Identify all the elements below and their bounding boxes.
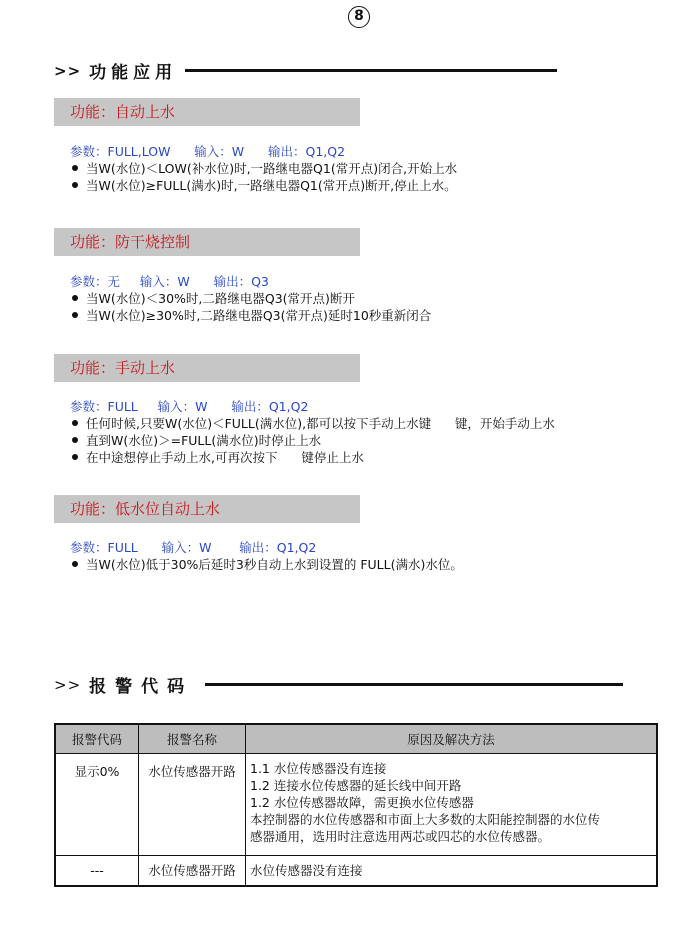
bullet-icon	[72, 561, 78, 567]
section-rule	[185, 69, 557, 72]
list-item	[70, 415, 555, 432]
function-title-bar: 功能：自动上水	[54, 98, 360, 126]
list-item	[70, 307, 431, 324]
function-bullets	[70, 415, 555, 466]
list-item	[70, 177, 457, 194]
list-item	[70, 160, 457, 177]
section-title: 报警代码	[89, 677, 194, 697]
bullet-icon	[72, 312, 78, 318]
bullet-text: 当W(水位)低于30%后延时3秒自动上水到设置的 FULL(满水)水位。	[86, 557, 463, 572]
page-number: 8	[348, 6, 370, 28]
function-params: 参数：FULL 输入：W 输出：Q1,Q2	[70, 540, 317, 555]
alarm-name-cell: 水位传感器开路	[139, 856, 246, 886]
solution-line: 感器通用，选用时注意选用两芯或四芯的水位传感器。	[250, 829, 551, 844]
bullet-icon	[72, 437, 78, 443]
bullet-icon	[72, 182, 78, 188]
bullet-icon	[72, 420, 78, 426]
alarm-solution-cell	[246, 856, 658, 886]
section-rule	[205, 683, 623, 686]
solution-line: 1.1 水位传感器没有连接	[250, 761, 387, 776]
bullet-text: 当W(水位)≥FULL(满水)时,一路继电器Q1(常开点)断开,停止上水。	[86, 178, 457, 193]
section-heading-functions	[54, 58, 557, 83]
function-bullets	[70, 160, 457, 194]
column-header: 报警名称	[139, 724, 246, 754]
alarm-name-cell: 水位传感器开路	[139, 754, 246, 856]
alarm-code-cell: ---	[55, 856, 139, 886]
list-item	[70, 290, 431, 307]
bullet-text: 当W(水位)≥30%时,二路继电器Q3(常开点)延时10秒重新闭合	[86, 308, 432, 323]
section-heading-alarms	[54, 672, 623, 697]
bullet-icon	[72, 454, 78, 460]
bullet-text: 当W(水位)＜30%时,二路继电器Q3(常开点)断开	[86, 291, 355, 306]
bullet-icon	[72, 165, 78, 171]
table-header-row	[55, 724, 657, 754]
list-item	[70, 556, 463, 573]
list-item	[70, 432, 555, 449]
table-row	[55, 856, 657, 886]
alarm-solution-cell	[246, 754, 658, 856]
bullet-text: 在中途想停止手动上水,可再次按下 键停止上水	[86, 450, 364, 465]
function-params: 参数：FULL 输入：W 输出：Q1,Q2	[70, 399, 309, 414]
list-item	[70, 449, 555, 466]
function-bullets	[70, 556, 463, 573]
solution-line: 本控制器的水位传感器和市面上大多数的太阳能控制器的水位传	[250, 812, 601, 827]
solution-line: 水位传感器没有连接	[250, 862, 363, 878]
function-title-bar: 功能：防干烧控制	[54, 228, 360, 256]
function-params: 参数：FULL,LOW 输入：W 输出：Q1,Q2	[70, 144, 346, 159]
column-header: 报警代码	[55, 724, 139, 754]
alarm-code-cell: 显示0%	[55, 754, 139, 856]
bullet-text: 任何时候,只要W(水位)＜FULL(满水位),都可以按下手动上水键 键，开始手动上水	[86, 416, 555, 431]
bullet-text: 直到W(水位)＞=FULL(满水位)时停止上水	[86, 433, 322, 448]
solution-line: 1.2 水位传感器故障，需更换水位传感器	[250, 795, 474, 810]
function-params: 参数：无 输入：W 输出：Q3	[70, 274, 269, 289]
bullet-text: 当W(水位)＜LOW(补水位)时,一路继电器Q1(常开点)闭合,开始上水	[86, 161, 458, 176]
table-row	[55, 754, 657, 856]
solution-line: 1.2 连接水位传感器的延长线中间开路	[250, 778, 462, 793]
function-bullets	[70, 290, 431, 324]
section-arrows: >>	[54, 675, 82, 694]
function-title-bar: 功能：低水位自动上水	[54, 495, 360, 523]
bullet-icon	[72, 295, 78, 301]
section-arrows: >>	[54, 61, 82, 80]
column-header: 原因及解决方法	[246, 724, 658, 754]
function-title-bar: 功能：手动上水	[54, 354, 360, 382]
alarm-code-table	[54, 723, 658, 887]
section-title: 功能应用	[89, 63, 178, 83]
